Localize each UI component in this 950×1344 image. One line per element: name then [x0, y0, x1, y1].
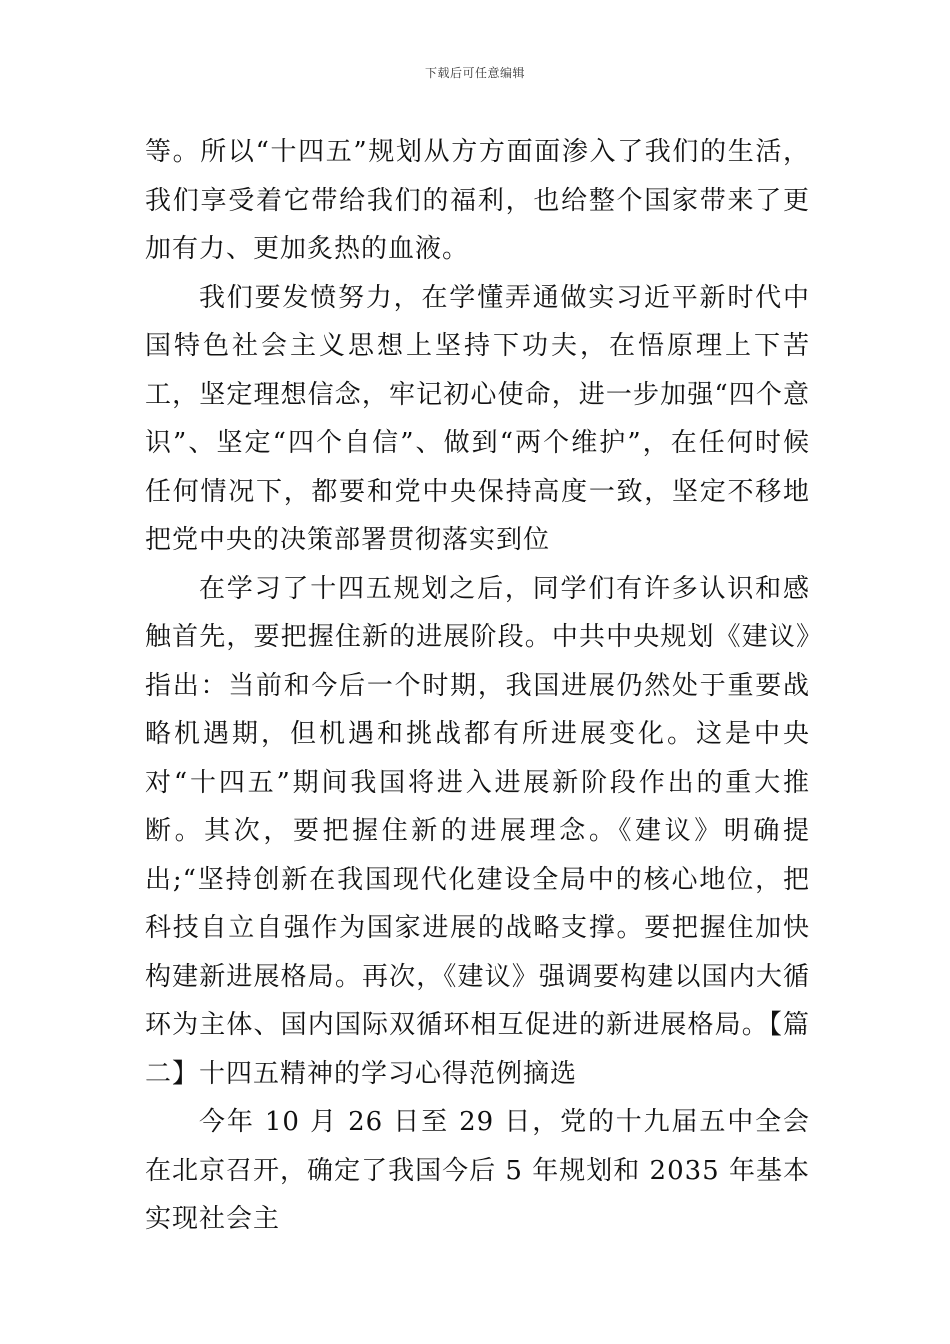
paragraph-4: 今年 10 月 26 日至 29 日，党的十九届五中全会在北京召开，确定了我国今后 5 年规划和 2035 年基本实现社会主 — [145, 1107, 810, 1234]
document-body — [145, 128, 810, 1244]
paragraph-1: 等。所以“十四五”规划从方方面面渗入了我们的生活，我们享受着它带给我们的福利，也给整个国家带来了更加有力、更加炙热的血液。 — [145, 137, 810, 264]
paragraph-3: 在学习了十四五规划之后，同学们有许多认识和感触首先，要把握住新的进展阶段。中共中央规划《建议》指出：当前和今后一个时期，我国进展仍然处于重要战略机遇期，但机遇和挑战都有所进展变化。这是中央对“十四五”期间我国将进入进展新阶段作出的重大推断。其次，要把握住新的进展理念。《建议》明确提出;“坚持创新在我国现代化建设全局中的核心地位，把科技自立自强作为国家进展的战略支撑。要把握住加快构建新进展格局。再次，《建议》强调要构建以国内大循环为主体、国内国际双循环相互促进的新进展格局。【篇二】十四五精神的学习心得范例摘选 — [145, 573, 810, 1089]
page-header: 下载后可任意编辑 — [424, 66, 525, 80]
paragraph-2: 我们要发愤努力，在学懂弄通做实习近平新时代中国特色社会主义思想上坚持下功夫，在悟原理上下苦工，坚定理想信念，牢记初心使命，进一步加强“四个意识”、坚定“四个自信”、做到“两个维护”，在任何时候任何情况下，都要和党中央保持高度一致，坚定不移地把党中央的决策部署贯彻落实到位 — [145, 282, 810, 555]
